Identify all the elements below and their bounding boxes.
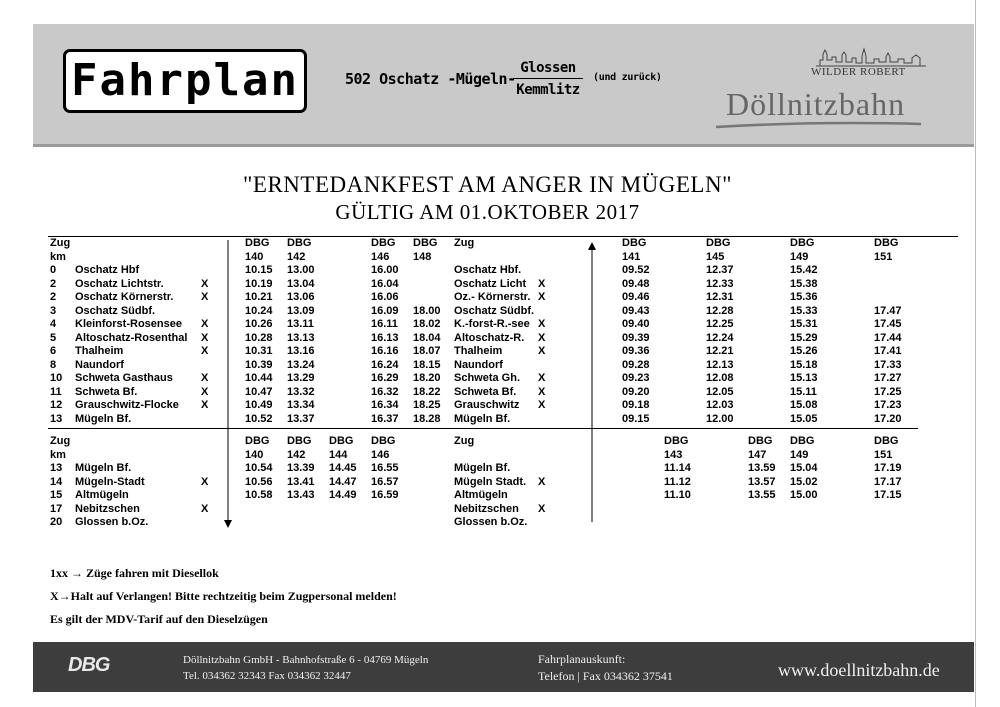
departure-time: 12.21 xyxy=(706,345,734,357)
departure-time: 12.05 xyxy=(706,385,734,398)
footer-bar xyxy=(33,642,974,692)
departure-time: 16.00 xyxy=(371,264,399,276)
departure-time: 15.42 xyxy=(790,264,818,276)
departure-time: 10.24 xyxy=(245,304,273,317)
km-value: 14 xyxy=(50,475,63,488)
departure-time: 16.09 xyxy=(371,304,399,317)
departure-time: 09.43 xyxy=(622,304,650,317)
station-name: Mügeln Stadt. xyxy=(454,475,527,488)
footer-website-link[interactable]: www.doellnitzbahn.de xyxy=(778,660,940,680)
departure-time: 16.57 xyxy=(371,475,399,488)
station-name: Mügeln-Stadt xyxy=(75,475,145,488)
departure-time: 15.04 xyxy=(790,462,818,474)
departure-time: 10.58 xyxy=(245,489,273,501)
request-stop-mark: X xyxy=(538,331,546,344)
train-number: 145 xyxy=(706,250,725,263)
departure-time: 16.24 xyxy=(371,358,399,371)
departure-time: 18.25 xyxy=(413,399,441,411)
station-name: Thalheim xyxy=(454,345,503,357)
request-stop-mark: X xyxy=(538,475,546,488)
station-name: Glossen b.Oz. xyxy=(75,516,149,528)
departure-time: 13.41 xyxy=(287,475,315,488)
departure-time: 15.13 xyxy=(790,372,818,384)
departure-time: 17.41 xyxy=(874,345,902,357)
operator-label: DBG xyxy=(874,237,899,249)
station-name: Altmügeln xyxy=(454,489,508,501)
und-zurueck-label: (und zurück) xyxy=(593,72,662,83)
departure-time: 17.23 xyxy=(874,399,902,411)
operator-label: DBG xyxy=(748,435,773,447)
request-stop-mark: X xyxy=(201,331,209,344)
departure-time: 15.00 xyxy=(790,489,818,501)
departure-time: 12.28 xyxy=(706,304,734,317)
train-number: 151 xyxy=(874,250,893,263)
station-name: Thalheim xyxy=(75,345,124,357)
request-stop-mark: X xyxy=(538,291,546,303)
departure-time: 17.45 xyxy=(874,318,902,330)
station-name: Oschatz Lichtstr. xyxy=(75,277,164,290)
km-value: 0 xyxy=(50,264,57,276)
station-name: Nebitzschen xyxy=(454,502,519,515)
departure-time: 16.37 xyxy=(371,412,399,425)
station-name: Oschatz Körnerstr. xyxy=(75,291,174,303)
footer-info-phone: Telefon | Fax 034362 37541 xyxy=(538,669,673,683)
departure-time: 15.38 xyxy=(790,277,818,290)
departure-time: 09.36 xyxy=(622,345,650,357)
departure-time: 13.29 xyxy=(287,372,315,384)
footer-address: Döllnitzbahn GmbH - Bahnhofstraße 6 - 04769 Mügeln xyxy=(183,654,429,666)
station-name: Mügeln Bf. xyxy=(75,462,132,474)
train-number: 140 xyxy=(245,448,264,461)
station-name: Oschatz Licht xyxy=(454,277,527,290)
station-name: Grauschwitz-Flocke xyxy=(75,399,179,411)
wilder-robert-label: WILDER ROBERT xyxy=(811,66,906,78)
operator-label: DBG xyxy=(245,237,270,249)
departure-time: 09.40 xyxy=(622,318,650,330)
departure-time: 15.18 xyxy=(790,358,818,371)
departure-time: 15.36 xyxy=(790,291,818,303)
departure-time: 14.49 xyxy=(329,489,357,501)
departure-time: 16.04 xyxy=(371,277,399,290)
km-value: 12 xyxy=(50,399,63,411)
km-value: 2 xyxy=(50,277,57,290)
station-name: Schweta Gh. xyxy=(454,372,521,384)
departure-time: 13.37 xyxy=(287,412,315,425)
request-stop-mark: X xyxy=(201,399,209,411)
operator-label: DBG xyxy=(413,237,438,249)
departure-time: 13.24 xyxy=(287,358,315,371)
destination-glossen: Glossen xyxy=(513,60,583,79)
km-value: 20 xyxy=(50,516,63,528)
footer-phone: Tel. 034362 32343 Fax 034362 32447 xyxy=(183,670,351,682)
station-name: Oschatz Südbf. xyxy=(75,304,156,317)
departure-time: 13.11 xyxy=(287,318,314,330)
doellnitzbahn-logo xyxy=(711,42,926,142)
departure-time: 11.12 xyxy=(664,475,691,488)
operator-label: DBG xyxy=(287,435,312,447)
km-value: 10 xyxy=(50,372,63,384)
down-arrow-icon xyxy=(224,520,232,528)
event-title: "ERNTEDANKFEST AM ANGER IN MÜGELN" xyxy=(243,172,732,197)
request-stop-mark: X xyxy=(201,318,209,330)
departure-time: 09.23 xyxy=(622,372,650,384)
station-name: Oschatz Hbf xyxy=(75,264,140,276)
departure-time: 13.04 xyxy=(287,277,315,290)
departure-time: 15.08 xyxy=(790,399,818,411)
departure-time: 15.33 xyxy=(790,304,818,317)
footer-info-label: Fahrplanauskunft: xyxy=(538,652,626,666)
request-stop-mark: X xyxy=(201,385,209,398)
up-arrow-icon xyxy=(588,242,596,250)
departure-time: 17.17 xyxy=(874,475,902,488)
departure-time: 18.22 xyxy=(413,385,441,398)
km-value: 5 xyxy=(50,331,57,344)
station-name: Nebitzschen xyxy=(75,502,140,515)
request-stop-mark: X xyxy=(201,277,209,290)
departure-time: 18.04 xyxy=(413,331,441,344)
train-number: 144 xyxy=(329,448,348,461)
operator-label: DBG xyxy=(371,435,396,447)
station-name: Altoschatz-R. xyxy=(454,331,525,344)
departure-time: 17.33 xyxy=(874,358,902,371)
departure-time: 12.00 xyxy=(706,412,734,425)
departure-time: 12.03 xyxy=(706,399,734,411)
request-stop-mark: X xyxy=(201,502,209,515)
doellnitzbahn-wordmark: Döllnitzbahn xyxy=(726,86,906,122)
station-name: Mügeln Bf. xyxy=(75,412,132,425)
destination-kemmlitz: Kemmlitz xyxy=(516,82,580,98)
request-stop-mark: X xyxy=(201,372,209,384)
km-label: km xyxy=(50,448,66,461)
station-name: Naundorf xyxy=(454,358,503,371)
departure-time: 13.16 xyxy=(287,345,315,357)
operator-label: DBG xyxy=(790,435,815,447)
departure-time: 10.44 xyxy=(245,372,273,384)
departure-time: 09.28 xyxy=(622,358,650,371)
table-top-rule xyxy=(48,236,958,237)
departure-time: 09.48 xyxy=(622,277,650,290)
note-diesel: 1xx → Züge fahren mit Diesellok xyxy=(50,566,219,580)
request-stop-mark: X xyxy=(538,345,546,357)
departure-time: 17.27 xyxy=(874,372,902,384)
departure-time: 12.13 xyxy=(706,358,734,371)
departure-time: 18.07 xyxy=(413,345,441,357)
departure-time: 17.20 xyxy=(874,412,902,425)
departure-time: 12.25 xyxy=(706,318,734,330)
request-stop-mark: X xyxy=(538,318,546,330)
departure-time: 16.55 xyxy=(371,462,399,474)
station-name: Schweta Bf. xyxy=(75,385,138,398)
request-stop-mark: X xyxy=(538,399,546,411)
train-number: 148 xyxy=(413,250,432,263)
route-label: 502 Oschatz -Mügeln- xyxy=(345,70,516,88)
departure-time: 10.21 xyxy=(245,291,273,303)
request-stop-mark: X xyxy=(201,291,209,303)
departure-time: 10.49 xyxy=(245,399,273,411)
zug-label: Zug xyxy=(50,435,71,447)
request-stop-mark: X xyxy=(201,345,209,357)
station-name: Oz.- Körnerstr. xyxy=(454,291,531,303)
km-value: 6 xyxy=(50,345,57,357)
departure-time: 16.13 xyxy=(371,331,399,344)
request-stop-mark: X xyxy=(538,372,546,384)
departure-time: 10.56 xyxy=(245,475,273,488)
departure-time: 18.00 xyxy=(413,304,441,317)
station-name: Naundorf xyxy=(75,358,124,371)
departure-time: 14.45 xyxy=(329,462,357,474)
route-destinations xyxy=(513,60,583,98)
departure-time: 09.18 xyxy=(622,399,650,411)
km-value: 2 xyxy=(50,291,57,303)
request-stop-mark: X xyxy=(538,385,546,398)
departure-time: 11.10 xyxy=(664,489,691,501)
operator-label: DBG xyxy=(329,435,354,447)
note-tariff: Es gilt der MDV-Tarif auf den Dieselzügen xyxy=(50,612,268,626)
note-request-stop: X→Halt auf Verlangen! Bitte rechtzeitig beim Zugpersonal melden! xyxy=(50,589,397,603)
station-name: K.-forst-R.-see xyxy=(454,318,530,330)
train-number: 142 xyxy=(287,250,306,263)
validity-date: GÜLTIG AM 01.OKTOBER 2017 xyxy=(335,200,640,224)
train-number: 146 xyxy=(371,250,390,263)
km-value: 13 xyxy=(50,412,63,425)
station-name: Schweta Gasthaus xyxy=(75,372,173,384)
train-number: 146 xyxy=(371,448,390,461)
departure-time: 10.26 xyxy=(245,318,273,330)
operator-label: DBG xyxy=(664,435,689,447)
departure-time: 12.33 xyxy=(706,277,734,290)
departure-time: 09.15 xyxy=(622,412,650,425)
departure-time: 10.52 xyxy=(245,412,273,425)
departure-time: 09.46 xyxy=(622,291,650,303)
request-stop-mark: X xyxy=(538,277,546,290)
fahrplan-sign xyxy=(63,49,307,113)
station-name: Grauschwitz xyxy=(454,399,520,411)
departure-time: 15.05 xyxy=(790,412,818,425)
km-label: km xyxy=(50,250,66,263)
departure-time: 14.47 xyxy=(329,475,357,488)
departure-time: 16.06 xyxy=(371,291,399,303)
departure-time: 15.02 xyxy=(790,475,818,488)
departure-time: 16.59 xyxy=(371,489,399,501)
station-name: Altmügeln xyxy=(75,489,129,501)
train-number: 151 xyxy=(874,448,893,461)
request-stop-mark: X xyxy=(201,475,209,488)
departure-time: 17.25 xyxy=(874,385,902,398)
departure-time: 16.11 xyxy=(371,318,398,330)
departure-time: 12.37 xyxy=(706,264,734,276)
train-number: 149 xyxy=(790,448,809,461)
departure-time: 18.15 xyxy=(413,358,441,371)
departure-time: 13.34 xyxy=(287,399,315,411)
operator-label: DBG xyxy=(245,435,270,447)
departure-time: 10.19 xyxy=(245,277,273,290)
operator-label: DBG xyxy=(706,237,731,249)
header-banner xyxy=(33,24,974,147)
km-value: 13 xyxy=(50,462,63,474)
departure-time: 13.59 xyxy=(748,462,776,474)
operator-label: DBG xyxy=(874,435,899,447)
departure-time: 17.19 xyxy=(874,462,902,474)
departure-time: 15.26 xyxy=(790,345,818,357)
departure-time: 10.31 xyxy=(245,345,273,357)
departure-time: 18.20 xyxy=(413,372,441,384)
departure-time: 09.39 xyxy=(622,331,650,344)
departure-time: 13.55 xyxy=(748,489,776,501)
station-name: Kleinforst-Rosensee xyxy=(75,318,182,330)
town-skyline-icon xyxy=(816,46,926,68)
departure-time: 13.39 xyxy=(287,462,315,474)
departure-time: 18.28 xyxy=(413,412,441,425)
train-number: 142 xyxy=(287,448,306,461)
departure-time: 15.31 xyxy=(790,318,818,330)
km-value: 8 xyxy=(50,358,57,371)
departure-time: 12.24 xyxy=(706,331,734,344)
train-number: 149 xyxy=(790,250,809,263)
station-name: Mügeln Bf. xyxy=(454,462,511,474)
departure-time: 13.57 xyxy=(748,475,776,488)
station-name: Mügeln Bf. xyxy=(454,412,511,425)
departure-time: 11.14 xyxy=(664,462,691,474)
departure-time: 13.43 xyxy=(287,489,315,501)
departure-time: 18.02 xyxy=(413,318,441,330)
station-name: Schweta Bf. xyxy=(454,385,517,398)
request-stop-mark: X xyxy=(538,502,546,515)
departure-time: 13.09 xyxy=(287,304,315,317)
departure-time: 17.15 xyxy=(874,489,902,501)
operator-label: DBG xyxy=(287,237,312,249)
station-name: Glossen b.Oz. xyxy=(454,516,528,528)
train-number: 147 xyxy=(748,448,767,461)
section-divider-rule xyxy=(48,428,918,429)
departure-time: 15.29 xyxy=(790,331,818,344)
km-value: 4 xyxy=(50,318,57,330)
station-name: Oschatz Südbf. xyxy=(454,304,535,317)
zug-label: Zug xyxy=(50,237,71,249)
departure-time: 13.00 xyxy=(287,264,315,276)
departure-time: 16.32 xyxy=(371,385,399,398)
departure-time: 16.16 xyxy=(371,345,399,357)
km-value: 17 xyxy=(50,502,63,515)
operator-label: DBG xyxy=(371,237,396,249)
km-value: 15 xyxy=(50,489,63,501)
zug-label: Zug xyxy=(454,237,475,249)
departure-time: 09.52 xyxy=(622,264,650,276)
departure-time: 09.20 xyxy=(622,385,650,398)
operator-label: DBG xyxy=(790,237,815,249)
km-value: 3 xyxy=(50,304,57,317)
departure-time: 12.08 xyxy=(706,372,734,384)
zug-label: Zug xyxy=(454,435,475,447)
dbg-logo: DBG xyxy=(68,654,110,676)
operator-label: DBG xyxy=(622,237,647,249)
swoosh-icon xyxy=(716,120,921,130)
departure-time: 13.13 xyxy=(287,331,315,344)
departure-time: 16.34 xyxy=(371,399,399,411)
departure-time: 10.54 xyxy=(245,462,273,474)
train-number: 143 xyxy=(664,448,683,461)
departure-time: 17.47 xyxy=(874,304,902,317)
departure-time: 10.28 xyxy=(245,331,273,344)
departure-time: 15.11 xyxy=(790,385,817,398)
departure-time: 10.39 xyxy=(245,358,273,371)
train-number: 141 xyxy=(622,250,641,263)
departure-time: 10.15 xyxy=(245,264,273,276)
km-value: 11 xyxy=(50,385,62,398)
departure-time: 13.06 xyxy=(287,291,315,303)
fahrplan-title: Fahrplan xyxy=(71,55,299,106)
station-name: Altoschatz-Rosenthal xyxy=(75,331,188,344)
departure-time: 13.32 xyxy=(287,385,315,398)
departure-time: 17.44 xyxy=(874,331,902,344)
train-number: 140 xyxy=(245,250,264,263)
station-name: Oschatz Hbf. xyxy=(454,264,522,276)
departure-time: 16.29 xyxy=(371,372,399,384)
departure-time: 12.31 xyxy=(706,291,734,303)
departure-time: 10.47 xyxy=(245,385,273,398)
